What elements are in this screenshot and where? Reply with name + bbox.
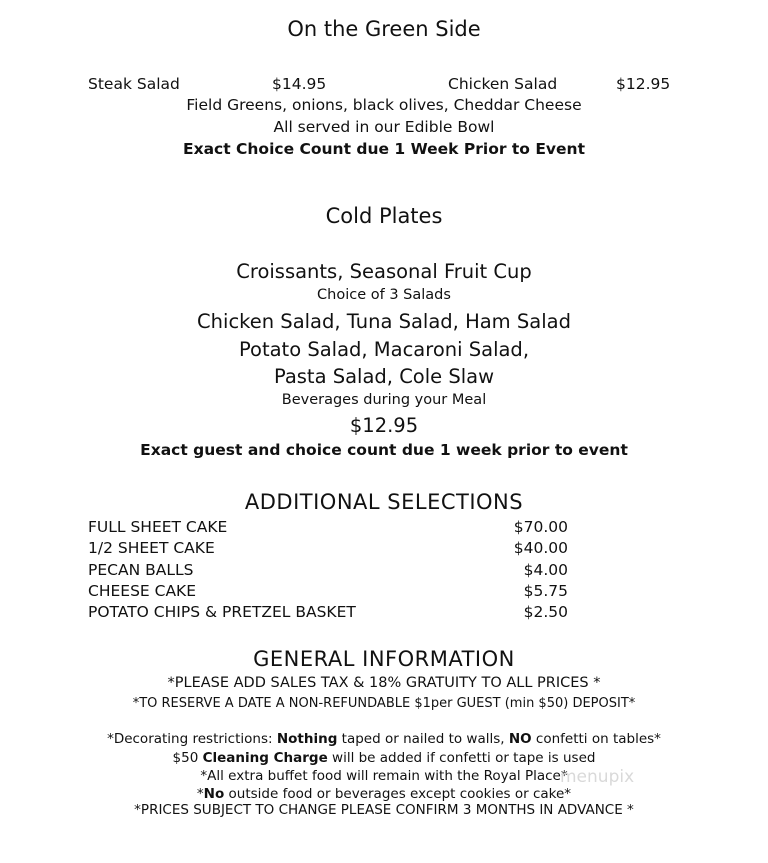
clean-text-c: will be added if confetti or tape is used	[327, 750, 596, 766]
cleaning-charge	[0, 750, 768, 766]
cold-plates-line-4: Potato Salad, Macaroni Salad,	[238, 338, 530, 361]
additional-item-price: $2.50	[523, 603, 568, 621]
cold-plates-note: Exact guest and choice count due 1 week prior to event	[140, 441, 628, 459]
decor-text-c: taped or nailed to walls,	[337, 731, 509, 747]
decor-text-e: confetti on tables*	[531, 731, 661, 747]
prices-note: *PRICES SUBJECT TO CHANGE PLEASE CONFIRM 3 MONTHS IN ADVANCE *	[134, 802, 634, 818]
steak-salad-price: $14.95	[272, 75, 327, 93]
clean-text-a: $50	[172, 750, 203, 766]
outside-text-a: *	[196, 786, 204, 802]
cold-plates-line-5: Pasta Salad, Cole Slaw	[273, 365, 495, 388]
green-side-desc-2: All served in our Edible Bowl	[273, 118, 495, 136]
decor-text-b: Nothing	[276, 731, 338, 747]
additional-item-name: PECAN BALLS	[88, 561, 194, 579]
general-line-1: *PLEASE ADD SALES TAX & 18% GRATUITY TO ALL PRICES *	[167, 675, 601, 691]
cold-plates-title: Cold Plates	[325, 204, 443, 228]
clean-text-b: Cleaning Charge	[202, 750, 328, 766]
additional-item-price: $70.00	[513, 518, 568, 536]
watermark-logo: menupix	[560, 767, 635, 787]
steak-salad-name: Steak Salad	[88, 75, 180, 93]
cold-plates-line-3: Chicken Salad, Tuna Salad, Ham Salad	[197, 310, 571, 333]
additional-item-name: POTATO CHIPS & PRETZEL BASKET	[88, 603, 356, 621]
outside-food-note	[0, 786, 768, 802]
decor-text-d: NO	[508, 731, 532, 747]
general-line-2: *TO RESERVE A DATE A NON-REFUNDABLE $1per GUEST (min $50) DEPOSIT*	[132, 696, 636, 711]
chicken-salad-name: Chicken Salad	[448, 75, 558, 93]
green-side-title: On the Green Side	[287, 17, 481, 41]
green-side-desc-1: Field Greens, onions, black olives, Cheddar Cheese	[186, 96, 582, 114]
additional-item-name: 1/2 SHEET CAKE	[88, 539, 215, 557]
buffet-note: *All extra buffet food will remain with the Royal Place*	[200, 768, 568, 784]
additional-title: ADDITIONAL SELECTIONS	[244, 490, 524, 514]
additional-item-price: $40.00	[513, 539, 568, 557]
additional-item-name: FULL SHEET CAKE	[88, 518, 228, 536]
cold-plates-line-6: Beverages during your Meal	[281, 392, 487, 408]
general-title: GENERAL INFORMATION	[253, 647, 515, 671]
outside-text-b: No	[203, 786, 225, 802]
cold-plates-line-2: Choice of 3 Salads	[317, 287, 451, 303]
cold-plates-line-1: Croissants, Seasonal Fruit Cup	[236, 260, 532, 283]
outside-text-c: outside food or beverages except cookies or cake*	[224, 786, 572, 802]
additional-item-name: CHEESE CAKE	[88, 582, 197, 600]
decor-text-a: *Decorating restrictions:	[107, 731, 277, 747]
cold-plates-price: $12.95	[349, 414, 419, 437]
green-side-note: Exact Choice Count due 1 Week Prior to Event	[182, 140, 585, 158]
decorating-restrictions	[0, 731, 768, 747]
additional-item-price: $4.00	[523, 561, 568, 579]
chicken-salad-price: $12.95	[616, 75, 671, 93]
additional-item-price: $5.75	[523, 582, 568, 600]
